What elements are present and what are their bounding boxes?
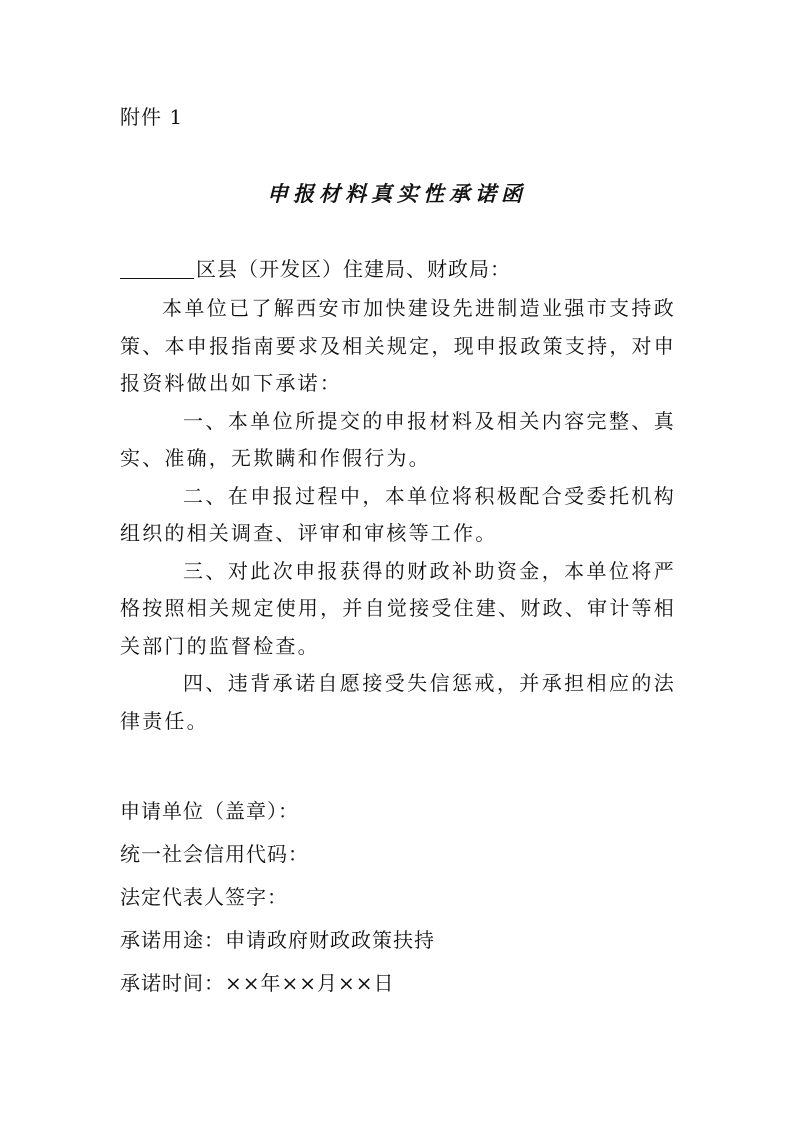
legal-rep-signature-line: 法定代表人签字： <box>120 885 288 909</box>
commitment-item-3: 三、对此次申报获得的财政补助资金，本单位将严格按照相关规定使用，并自觉接受住建、财政、审计等相关部门的监督检查。 <box>120 558 676 658</box>
intro-paragraph: 本单位已了解西安市加快建设先进制造业强市支持政策、本申报指南要求及相关规定，现申报政策支持，对申报资料做出如下承诺： <box>120 296 676 395</box>
credit-code-line: 统一社会信用代码： <box>120 842 309 866</box>
commitment-item-1: 一、本单位所提交的申报材料及相关内容完整、真实、准确，无欺瞒和作假行为。 <box>120 408 676 470</box>
commitment-purpose-line: 承诺用途：申请政府财政政策扶持 <box>120 928 435 952</box>
attachment-label: 附件 1 <box>120 105 184 129</box>
commitment-body <box>120 290 676 740</box>
commitment-item-4: 四、违背承诺自愿接受失信惩戒，并承担相应的法律责任。 <box>120 671 676 733</box>
signature-block <box>120 790 435 1005</box>
commitment-date-line: 承诺时间：××年××月××日 <box>120 971 395 995</box>
addressee-line <box>120 253 511 282</box>
district-blank <box>120 258 194 279</box>
document-title: 申报材料真实性承诺函 <box>267 181 527 206</box>
commitment-item-2: 二、在申报过程中，本单位将积极配合受委托机构组织的相关调查、评审和审核等工作。 <box>120 483 676 545</box>
addressee-text: 区县（开发区）住建局、财政局： <box>196 257 511 281</box>
applicant-seal-line: 申请单位（盖章）： <box>120 799 299 823</box>
